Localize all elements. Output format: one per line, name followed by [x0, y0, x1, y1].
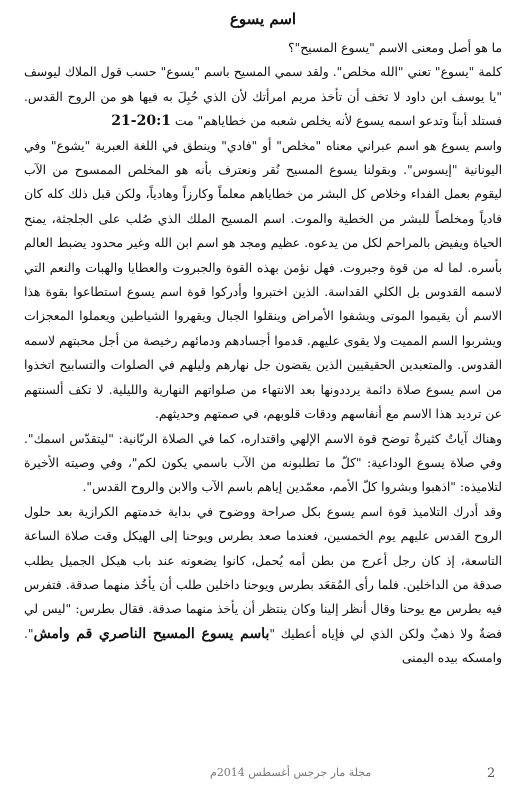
- journal-name: مجلة مار جرجس أغسطس 2014م: [210, 766, 372, 779]
- page-title: اسم يسوع: [229, 10, 297, 28]
- paragraph-meaning: كلمة "يسوع" تعني "الله مخلص". ولقد سمي المسيح باسم "يسوع" حسب قول الملاك ليوسف "يا يوسف ابن داود لا تخف أن تأخذ مريم امرأتك لأن الذي حُبِلَ به فيها هو من الروح القدس. فستلد أبناً وتدعو اسمه يسوع لأنه يخلص شعبه من خطاياهم" مت 20:1-21: [24, 65, 502, 130]
- page-footer: [0, 766, 526, 786]
- paragraph-disciples: وقد أدرك التلاميذ قوة اسم يسوع بكل صراحة ووضوح في بداية خدمتهم الكرازية بعد حلول الروح القدس عليهم يوم الخمسين، فعندما صعد بطرس ويوحنا إلى الهيكل وقت صلاة الساعة التاسعة، إذ كان رجل أعرج من بطن أمه يُحمل، كانوا يضعونه عند باب هيكل الجميل يطلب صدقة من الداخلين. فلما رأى المُقعَد بطرس ويوحنا داخلين طلب أن يأخُذ منهما صدقة. فتفرس فيه بطرس مع يوحنا وقال أنظر إلينا وكان ينتظر أن يأخذ منهما صدقة. فقال بطرس: "ليس لي فضةٌ ولا ذهبٌ ولكن الذي لي فإياه أعطيك "باسم يسوع المسيح الناصري قم وامش". وامسكه بيده اليمنى: [24, 504, 502, 666]
- paragraph-question: ما هو أصل ومعنى الاسم "يسوع المسيح"؟: [288, 41, 502, 55]
- paragraph-hebrew-origin: واسم يسوع هو اسم عبراني معناه "مخلص" أو "فادي" وينطق في اللغة العبرية "يشوع" وفي اليونانية "إيسوس". وبقولنا يسوع المسيح نُقر ونعترف بأنه هو المخلص الممسوح من الآب ليقوم بعمل الفداء وخلاص كل البشر من خطاياهم معلماً وكارزاً وهادياً، ولكن قبل ذلك كله كان فادياً ومخلصاً للبشر من الخطية والموت. اسم المسيح الملك الذي صُلب على الجلجثة، يمنح الحياة ويفيض بالمراحم لكل من يدعوه. عظيم ومجد هو اسم ابن الله وغير محدود يضبط العالم بأسره. لما له من قوة وجبروت. فهل نؤمن بهذه القوة والجبروت والعطايا والهبات والنعم التي لاسمه القدوس بل الكلي القداسة. الذين اختبروا وأدركوا قوة اسم يسوع استطاعوا بقوة هذا الاسم أن يقيموا الموتى ويشفوا الأمراض وينقلوا الجبال ويقهروا الشياطين ويعملوا المعجزات ويشربوا السم المميت ولا يقوى عليهم. قدموا أجسادهم ودمائهم رخيصة من أجل محبتهم لاسمه القدوس. والمتعبدين الحقيقيين الذين يقضون جل نهارهم وليلهم في الصلوات والتسابيح اتخذوا من اسم يسوع صلاة دائمة يرددونها بعد الانتهاء من صلواتهم النهارية والليلية. لا تكف ألسنتهم عن ترديد هذا الاسم مع أنفاسهم ودقات قلوبهم، في صمتهم وحديثهم.: [24, 138, 502, 422]
- page-number: 2: [487, 766, 496, 781]
- paragraph-verses: وهناك آياتٌ كثيرةٌ توضح قوة الاسم الإلهي واقتداره، كما في الصلاة الربّانية: "ليتقدّس اسمك". وفي صلاة يسوع الوداعية: "كلّ ما تطلبونه من الآب باسمي يكون لكم"، وفي وصيته الأخيرة لتلاميذه: "اذهبوا وبشروا كلّ الأمم، معمّدين إياهم باسم الآب والابن والروح القدس".: [24, 431, 502, 495]
- article-body: [24, 36, 502, 671]
